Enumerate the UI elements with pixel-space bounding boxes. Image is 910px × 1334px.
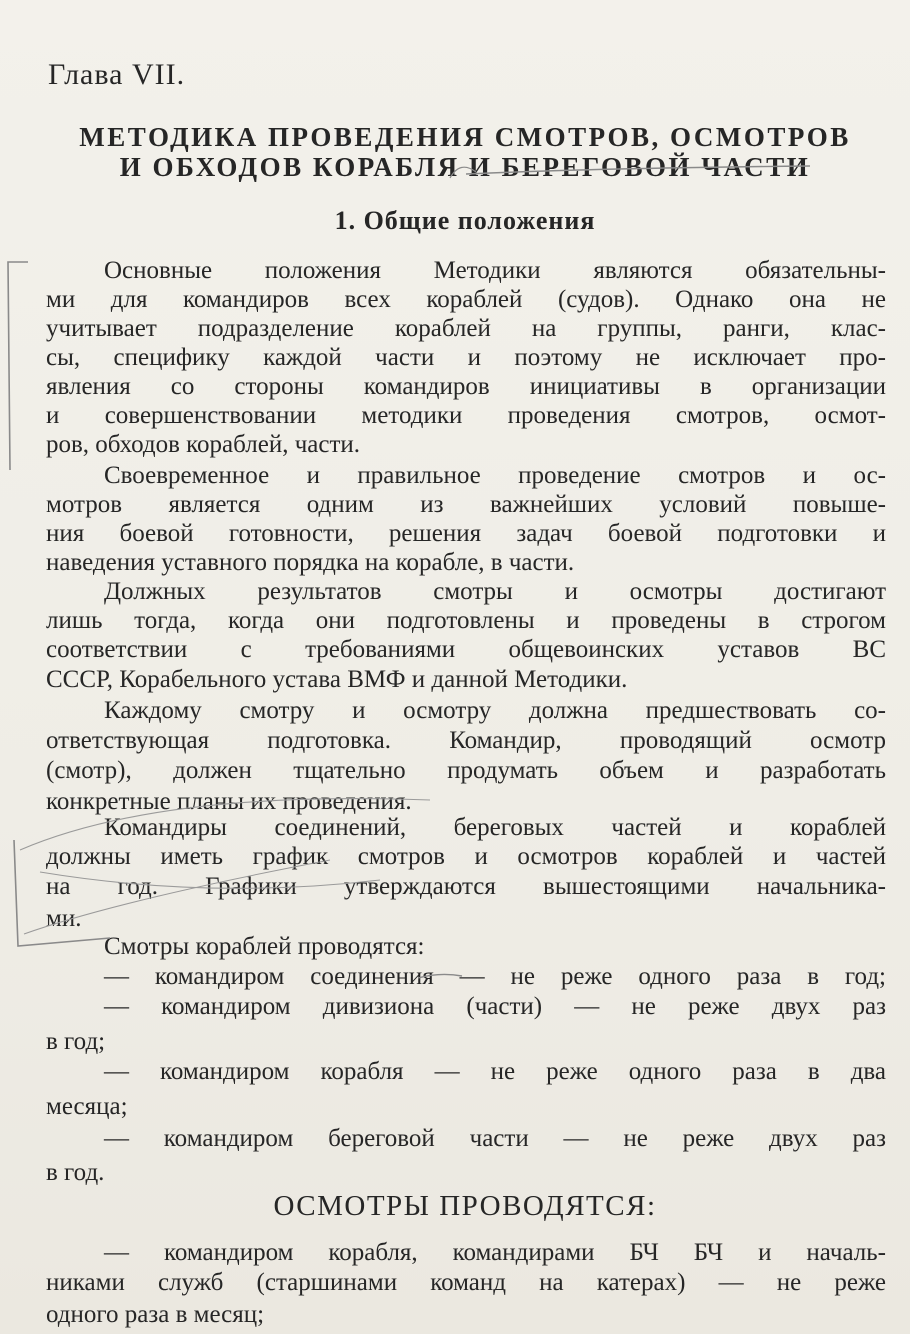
chapter-title-line-1: МЕТОДИКА ПРОВЕДЕНИЯ СМОТРОВ, ОСМОТРОВ: [79, 122, 851, 152]
body-line: Основные положения Методики являются обязательны-: [104, 257, 886, 284]
body-line: ответствующая подготовка. Командир, проводящий осмотр: [46, 727, 886, 754]
body-line: СССР, Корабельного устава ВМФ и данной Методики.: [46, 666, 628, 693]
pencil-bracket-mark: [8, 262, 28, 470]
body-line: никами служб (старшинами команд на катерах) — не реже: [46, 1269, 886, 1296]
body-line: конкретные планы их проведения.: [46, 788, 412, 815]
list-item: — командиром корабля — не реже одного раза в два: [104, 1058, 886, 1085]
body-line: ния боевой готовности, решения задач боевой подготовки и: [46, 520, 886, 547]
chapter-heading: Глава VII.: [48, 58, 186, 91]
body-line: (смотр), должен тщательно продумать объем и разработать: [46, 757, 886, 784]
body-line: Каждому смотру и осмотру должна предшествовать со-: [104, 697, 886, 724]
body-line: Смотры кораблей проводятся:: [104, 933, 425, 960]
body-line: соответствии с требованиями общевоинских уставов ВС: [46, 636, 886, 663]
body-line: на год. Графики утверждаются вышестоящими начальника-: [46, 873, 886, 900]
body-line: ров, обходов кораблей, части.: [46, 431, 361, 458]
list-item: — командиром береговой части — не реже двух раз: [104, 1125, 886, 1152]
body-line: лишь тогда, когда они подготовлены и проведены в строгом: [46, 607, 886, 634]
list-item: — командиром соединения — не реже одного раза в год;: [104, 963, 886, 990]
body-line: Должных результатов смотры и осмотры достигают: [104, 578, 886, 605]
body-line: учитывает подразделение кораблей на группы, ранги, клас-: [46, 315, 886, 342]
list-item: — командиром дивизиона (части) — не реже двух раз: [104, 993, 886, 1020]
body-line: и совершенствовании методики проведения смотров, осмот-: [46, 402, 886, 429]
body-line: наведения уставного порядка на корабле, в части.: [46, 549, 575, 576]
body-line: сы, специфику каждой части и поэтому не исключает про-: [46, 344, 886, 371]
section-heading: 1. Общие положения: [334, 206, 596, 235]
body-line: Своевременное и правильное проведение смотров и ос-: [104, 462, 886, 489]
body-line: одного раза в месяц;: [46, 1301, 265, 1328]
body-line: Командиры соединений, береговых частей и кораблей: [104, 814, 886, 841]
chapter-title-line-2: И ОБХОДОВ КОРАБЛЯ И БЕРЕГОВОЙ ЧАСТИ: [119, 152, 811, 182]
subheading: ОСМОТРЫ ПРОВОДЯТСЯ:: [273, 1190, 657, 1222]
body-line: мотров является одним из важнейших условий повыше-: [46, 491, 886, 518]
body-line: месяца;: [46, 1093, 128, 1120]
body-line: в год.: [46, 1159, 105, 1186]
body-line: явления со стороны командиров инициативы в организации: [46, 373, 886, 400]
body-line: ми для командиров всех кораблей (судов). Однако она не: [46, 286, 886, 313]
list-item: — командиром корабля, командирами БЧ БЧ и началь-: [104, 1239, 886, 1266]
body-line: должны иметь график смотров и осмотров кораблей и частей: [46, 843, 886, 870]
body-line: ми.: [46, 905, 82, 932]
body-line: в год;: [46, 1028, 106, 1055]
